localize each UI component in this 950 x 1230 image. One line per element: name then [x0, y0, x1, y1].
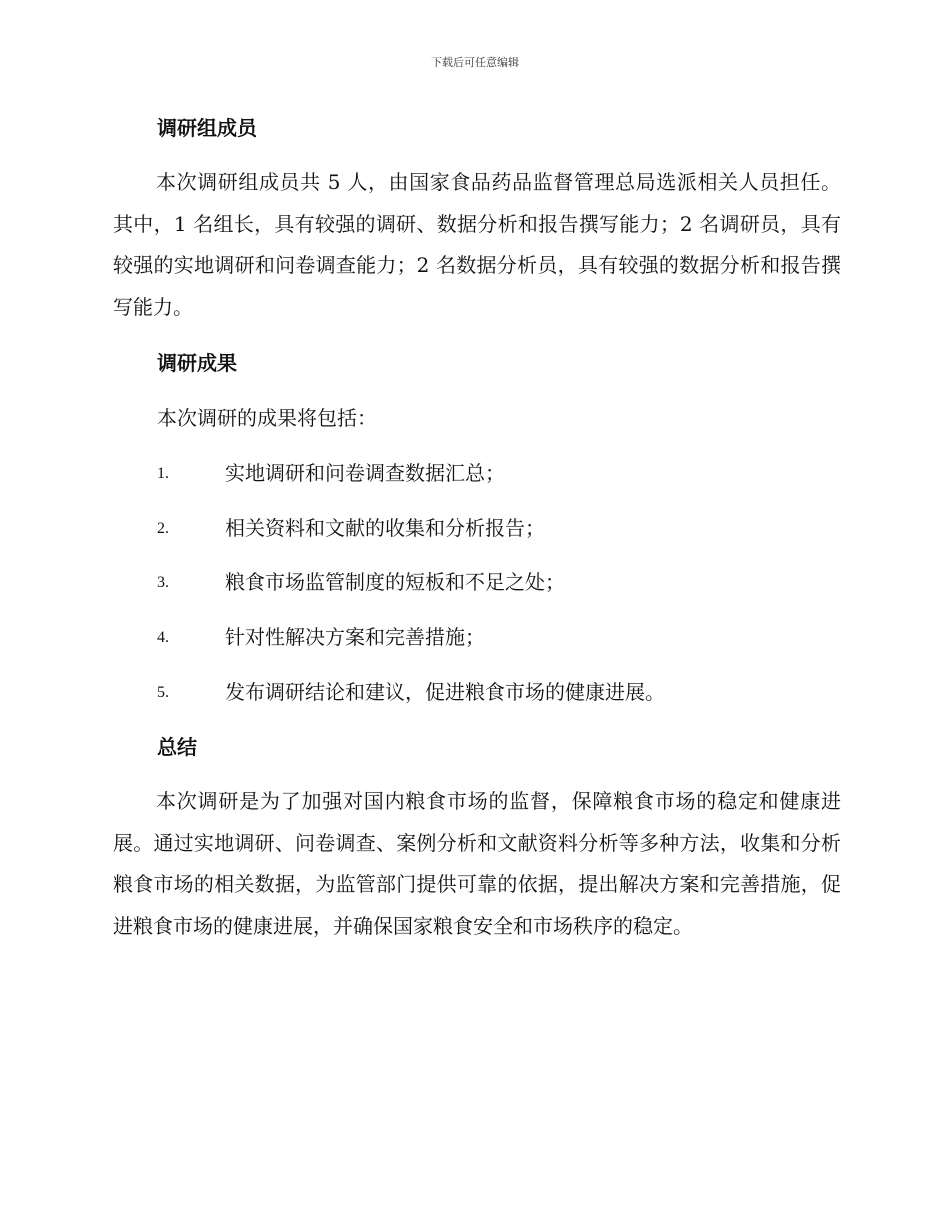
heading-summary: 总结 [157, 735, 197, 759]
list-item [157, 459, 857, 487]
heading-results: 调研成果 [157, 351, 237, 375]
members-paragraph: 本次调研组成员共 5 人，由国家食品药品监督管理总局选派相关人员担任。其中，1 名组长，具有较强的调研、数据分析和报告撰写能力；2 名调研员，具有较强的实地调研和问卷调查能力；2 名数据分析员，具有较强的数据分析和报告撰写能力。 [113, 170, 841, 319]
list-item [157, 514, 857, 542]
list-number: 1. [157, 465, 169, 482]
list-text: 粮食市场监管制度的短板和不足之处； [225, 570, 565, 594]
page-header-note: 下载后可任意编辑 [431, 56, 519, 69]
heading-members: 调研组成员 [157, 116, 257, 140]
list-text: 相关资料和文献的收集和分析报告； [225, 516, 545, 540]
list-text: 实地调研和问卷调查数据汇总； [225, 461, 505, 485]
list-text: 发布调研结论和建议，促进粮食市场的健康进展。 [225, 680, 665, 704]
results-intro: 本次调研的成果将包括： [157, 406, 377, 430]
list-number: 5. [157, 684, 169, 701]
list-item [157, 568, 857, 596]
list-number: 4. [157, 629, 169, 646]
list-number: 3. [157, 574, 169, 591]
list-item [157, 678, 857, 706]
list-number: 2. [157, 520, 169, 537]
list-text: 针对性解决方案和完善措施； [225, 625, 485, 649]
list-item [157, 623, 857, 651]
summary-paragraph: 本次调研是为了加强对国内粮食市场的监督，保障粮食市场的稳定和健康进展。通过实地调研、问卷调查、案例分析和文献资料分析等多种方法，收集和分析粮食市场的相关数据，为监管部门提供可靠的依据，提出解决方案和完善措施，促进粮食市场的健康进展，并确保国家粮食安全和市场秩序的稳定。 [113, 789, 841, 938]
